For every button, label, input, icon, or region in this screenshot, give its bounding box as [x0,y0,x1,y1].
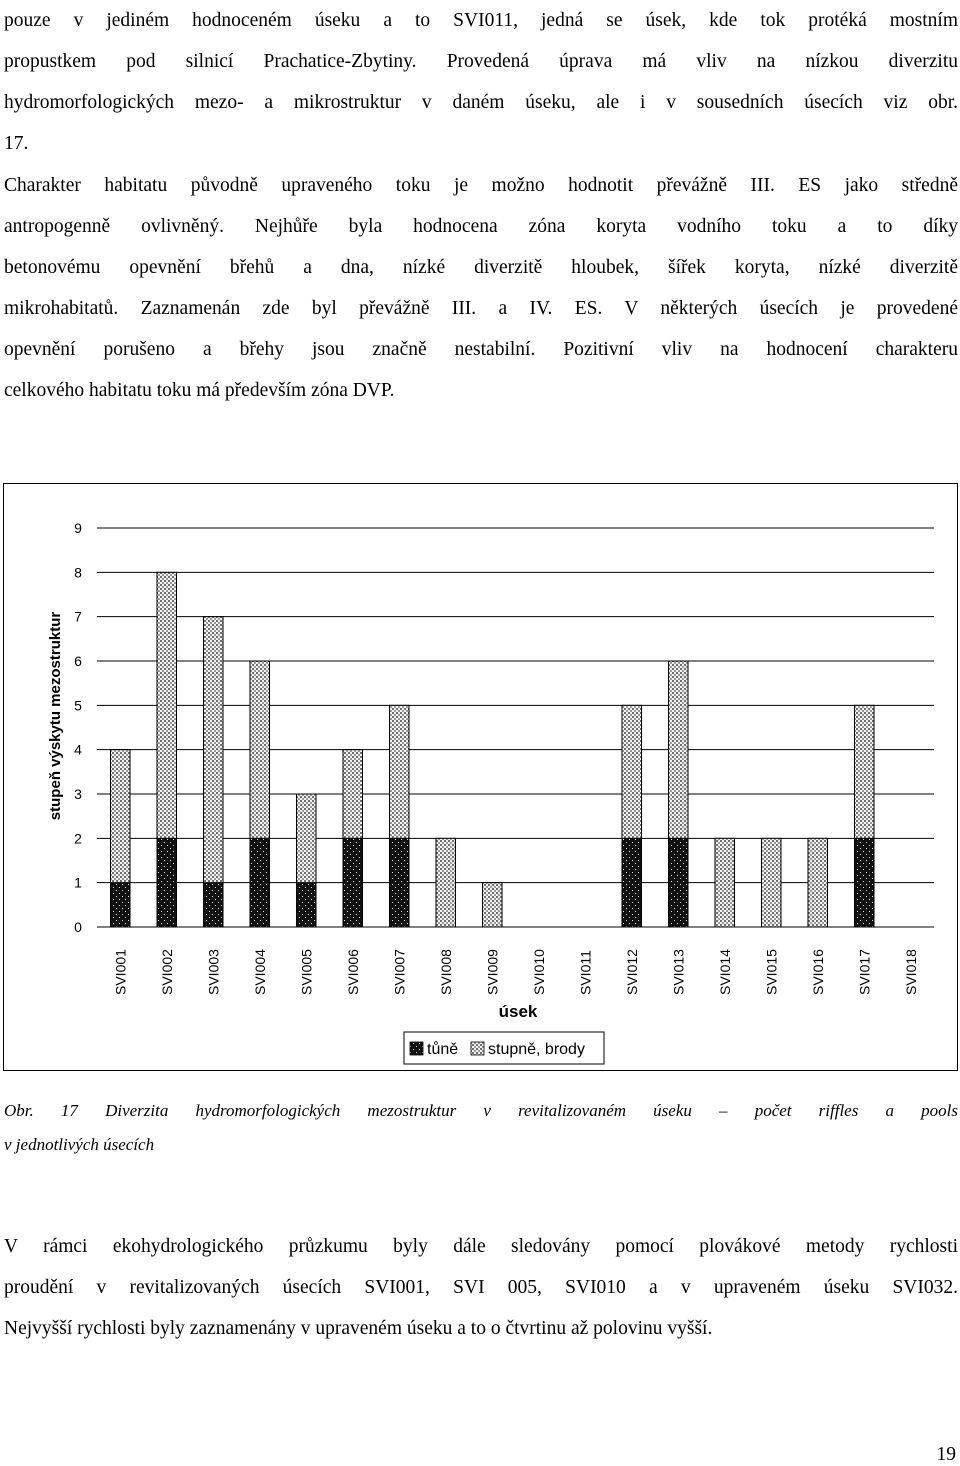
bar-svi008-stupne [436,838,456,927]
y-tick-label: 3 [74,786,82,802]
bar-svi004-tune [250,838,270,927]
y-tick-label: 4 [74,741,82,758]
y-tick-label: 0 [74,919,82,935]
x-tick-label: SVI014 [716,949,733,995]
chart-legend [404,1032,604,1064]
x-tick-label: SVI004 [251,949,268,995]
bar-svi007-tune [389,838,409,927]
x-tick-label: SVI007 [391,949,408,995]
x-tick-label: SVI003 [205,949,222,995]
x-tick-label: SVI017 [856,949,873,995]
paragraph-top-line: pouze v jediném hodnoceném úseku a to SVI011, jedná se úsek, kde tok protéká mostním [4,10,958,31]
bar-svi016-stupne [808,838,828,927]
caption-line: Obr. 17 Diverzita hydromorfologických mezostruktur v revitalizovaném úseku – počet riffles a pools [4,1101,958,1120]
x-tick-label: SVI011 [577,950,594,995]
paragraph-top [4,0,958,164]
bar-svi005-tune [296,883,316,927]
x-tick-label: SVI015 [763,949,780,995]
y-tick-label: 9 [74,520,82,536]
legend-swatch-stupne [471,1042,484,1055]
bar-svi009-stupne [482,883,502,927]
paragraph-bottom-line: proudění v revitalizovaných úsecích SVI001, SVI 005, SVI010 a v upraveném úseku SVI032. [4,1277,958,1298]
bar-svi017-stupne [854,705,874,838]
paragraph-top-line: propustkem pod silnicí Prachatice-Zbytiny. Provedená úprava má vliv na nízkou diverzitu [4,51,958,72]
bar-svi002-stupne [157,572,177,838]
x-tick-label: SVI008 [437,949,454,995]
bar-svi005-stupne [296,794,316,883]
bar-svi002-tune [157,838,177,927]
legend-label-stupne: stupně, brody [488,1041,585,1058]
x-tick-label: SVI012 [623,949,640,995]
x-tick-label: SVI002 [158,949,175,995]
y-tick-label: 8 [74,564,82,581]
y-axis-label: stupeň výskytu mezostruktur [47,611,64,821]
bar-svi015-stupne [761,838,781,927]
figure-caption [4,1094,958,1162]
y-tick-label: 6 [74,653,82,669]
caption-line: v jednotlivých úsecích [4,1135,155,1154]
x-tick-label: SVI010 [530,949,547,995]
bar-svi012-tune [622,838,642,927]
paragraph-habitat-line: celkového habitatu toku má především zóna DVP. [4,380,395,401]
mezostruktur-chart [4,484,957,1070]
bar-svi006-tune [343,838,363,927]
page-number: 19 [936,1444,956,1465]
legend-swatch-tune [410,1042,423,1055]
x-tick-label: SVI005 [298,949,315,995]
bar-svi013-tune [668,838,688,927]
x-tick-label: SVI001 [112,949,129,995]
chart-figure [3,483,958,1071]
bar-svi007-stupne [389,705,409,838]
bar-svi012-stupne [622,705,642,838]
bar-svi004-stupne [250,661,270,838]
bar-svi003-stupne [203,617,223,883]
paragraph-bottom-line: V rámci ekohydrologického průzkumu byly dále sledovány pomocí plovákové metody rychlosti [4,1236,958,1257]
y-tick-label: 2 [74,830,82,847]
paragraph-habitat [4,165,958,411]
bar-svi003-tune [203,883,223,927]
x-tick-label: SVI018 [902,949,919,995]
x-tick-label: SVI013 [670,949,687,995]
x-tick-label: SVI009 [484,949,501,995]
legend-label-tune: tůně [427,1041,459,1058]
bar-svi001-tune [110,883,130,927]
x-tick-label: SVI016 [809,949,826,995]
bar-svi017-tune [854,838,874,927]
paragraph-habitat-line: opevnění porušeno a břehy jsou značně nestabilní. Pozitivní vliv na hodnocení charakteru [4,339,958,360]
y-tick-label: 5 [74,697,82,714]
bar-svi014-stupne [715,838,735,927]
bar-svi006-stupne [343,750,363,839]
paragraph-habitat-line: mikrohabitatů. Zaznamenán zde byl převážně III. a IV. ES. V některých úsecích je provedené [4,298,958,319]
x-axis-label: úsek [498,1002,538,1021]
bar-svi001-stupne [110,750,130,883]
y-tick-label: 7 [74,608,82,625]
paragraph-bottom-line: Nejvyšší rychlosti byly zaznamenány v upraveném úseku a to o čtvrtinu až polovinu vyšší. [4,1318,713,1339]
paragraph-top-line: 17. [4,133,29,154]
paragraph-bottom [4,1226,958,1349]
paragraph-habitat-line: antropogenně ovlivněný. Nejhůře byla hodnocena zóna koryta vodního toku a to díky [4,216,958,237]
paragraph-habitat-line: Charakter habitatu původně upraveného toku je možno hodnotit převážně III. ES jako středně [4,175,958,196]
y-tick-label: 1 [74,874,82,891]
bar-svi013-stupne [668,661,688,838]
paragraph-habitat-line: betonovému opevnění břehů a dna, nízké diverzitě hloubek, šířek koryta, nízké diverzitě [4,257,958,278]
paragraph-top-line: hydromorfologických mezo- a mikrostruktur v daném úseku, ale i v sousedních úsecích viz obr. [4,92,958,113]
x-tick-label: SVI006 [344,949,361,995]
